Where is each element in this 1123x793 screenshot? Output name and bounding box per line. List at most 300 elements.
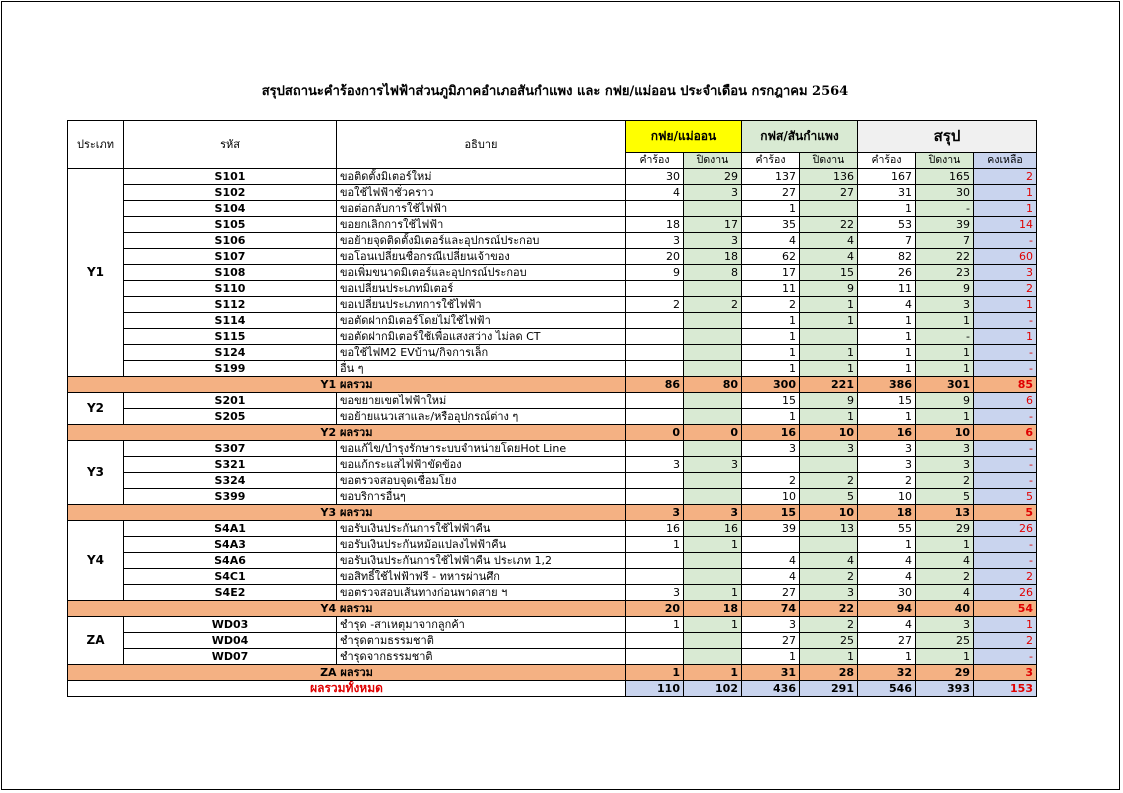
value-cell: 1 [800,297,858,313]
table-row [68,361,1037,377]
header-group-maeon: กฟย/แม่ออน [626,121,742,153]
code-cell: S199 [124,361,337,377]
value-cell: 4 [800,233,858,249]
code-cell: S324 [124,473,337,489]
value-cell [684,489,742,505]
value-cell: 1 [974,329,1037,345]
value-cell: 2 [742,473,800,489]
value-cell: 1 [916,361,974,377]
value-cell: 1 [916,409,974,425]
subheader-request: คำร้อง [742,153,800,169]
code-cell: WD03 [124,617,337,633]
value-cell: 31 [858,185,916,201]
value-cell: 3 [916,457,974,473]
subtotal-value: 74 [742,601,800,617]
value-cell [800,457,858,473]
value-cell [626,201,684,217]
code-cell: S4C1 [124,569,337,585]
value-cell: 27 [800,185,858,201]
value-cell: 2 [916,569,974,585]
description-cell: ขอรับเงินประกันการใช้ไฟฟ้าคืน ประเภท 1,2 [337,553,626,569]
value-cell: 15 [858,393,916,409]
table-row [68,313,1037,329]
table-row [68,441,1037,457]
code-cell: S4A6 [124,553,337,569]
value-cell: 3 [684,185,742,201]
value-cell: 3 [858,441,916,457]
value-cell: 1 [684,617,742,633]
value-cell: 15 [742,393,800,409]
description-cell: ขอต่อกลับการใช้ไฟฟ้า [337,201,626,217]
value-cell: 20 [626,249,684,265]
value-cell: 2 [626,297,684,313]
value-cell: 167 [858,169,916,185]
value-cell: 3 [684,457,742,473]
value-cell: - [974,649,1037,665]
value-cell: 25 [916,633,974,649]
code-cell: S101 [124,169,337,185]
description-cell: ขอตัดฝากมิเตอร์โดยไม่ใช้ไฟฟ้า [337,313,626,329]
table-row [68,585,1037,601]
value-cell: 1 [800,649,858,665]
code-cell: S108 [124,265,337,281]
value-cell: 7 [916,233,974,249]
subtotal-value: 20 [626,601,684,617]
value-cell: 30 [916,185,974,201]
subtotal-value: 18 [858,505,916,521]
subheader-remaining: คงเหลือ [974,153,1037,169]
value-cell: 2 [974,281,1037,297]
description-cell: ขอเปลี่ยนประเภทมิเตอร์ [337,281,626,297]
value-cell: 1 [800,345,858,361]
description-cell: ขอใช้ไฟฟ้าชั่วคราว [337,185,626,201]
value-cell [626,489,684,505]
value-cell [626,329,684,345]
value-cell: 13 [800,521,858,537]
subtotal-value: 386 [858,377,916,393]
grand-total-value: 102 [684,681,742,697]
table-row [68,473,1037,489]
subtotal-label: Y3 ผลรวม [68,505,626,521]
description-cell: ขอตัดฝากมิเตอร์ใช้เพื่อแสงสว่าง ไม่ลด CT [337,329,626,345]
value-cell: 39 [742,521,800,537]
value-cell: - [916,329,974,345]
description-cell: ขอสิทธิ์ใช้ไฟฟ้าฟรี - ทหารผ่านศึก [337,569,626,585]
value-cell [684,201,742,217]
value-cell: 26 [974,585,1037,601]
table-row [68,489,1037,505]
value-cell: 1 [626,617,684,633]
value-cell: 3 [916,617,974,633]
table-row [68,217,1037,233]
header-code: รหัส [124,121,337,169]
subtotal-value: 1 [684,665,742,681]
value-cell [626,409,684,425]
value-cell [626,553,684,569]
value-cell: 5 [974,489,1037,505]
value-cell [626,313,684,329]
code-cell: S4E2 [124,585,337,601]
value-cell: 3 [916,297,974,313]
subtotal-value: 16 [742,425,800,441]
value-cell [684,409,742,425]
subtotal-value: 32 [858,665,916,681]
value-cell: 2 [974,169,1037,185]
category-cell: Y2 [68,393,124,425]
grand-total-value: 153 [974,681,1037,697]
subtotal-row [68,377,1037,393]
value-cell: 136 [800,169,858,185]
table-row [68,249,1037,265]
value-cell: 2 [858,473,916,489]
value-cell: 9 [626,265,684,281]
value-cell: 1 [974,617,1037,633]
value-cell: 1 [800,361,858,377]
table-row [68,457,1037,473]
value-cell: 16 [626,521,684,537]
value-cell: 17 [742,265,800,281]
code-cell: S201 [124,393,337,409]
value-cell: 3 [800,585,858,601]
value-cell: 1 [742,649,800,665]
value-cell: 137 [742,169,800,185]
code-cell: S114 [124,313,337,329]
value-cell: 2 [742,297,800,313]
value-cell: 18 [626,217,684,233]
table-row [68,409,1037,425]
value-cell: 3 [742,441,800,457]
value-cell: 4 [742,553,800,569]
value-cell: 2 [974,569,1037,585]
value-cell [684,473,742,489]
code-cell: S107 [124,249,337,265]
subtotal-row [68,601,1037,617]
value-cell: - [974,457,1037,473]
value-cell [626,281,684,297]
value-cell: 4 [800,553,858,569]
table-row [68,553,1037,569]
value-cell: 1 [742,329,800,345]
value-cell [684,281,742,297]
subtotal-value: 85 [974,377,1037,393]
value-cell: 1 [916,345,974,361]
value-cell [800,329,858,345]
grand-total-value: 291 [800,681,858,697]
header-group-summary: สรุป [858,121,1037,153]
code-cell: S205 [124,409,337,425]
value-cell: 1 [858,409,916,425]
category-cell: Y3 [68,441,124,505]
value-cell: 1 [742,361,800,377]
value-cell: 1 [974,297,1037,313]
category-cell: Y1 [68,169,124,377]
value-cell: 60 [974,249,1037,265]
value-cell: 1 [742,313,800,329]
description-cell: ขอเปลี่ยนประเภทการใช้ไฟฟ้า [337,297,626,313]
value-cell: 3 [800,441,858,457]
code-cell: S106 [124,233,337,249]
grand-total-value: 110 [626,681,684,697]
value-cell: 7 [858,233,916,249]
value-cell: - [974,345,1037,361]
table-row [68,569,1037,585]
table-row [68,521,1037,537]
value-cell: 22 [800,217,858,233]
subtotal-label: Y1 ผลรวม [68,377,626,393]
subtotal-value: 16 [858,425,916,441]
value-cell: 3 [742,617,800,633]
subtotal-value: 10 [800,505,858,521]
table-row [68,345,1037,361]
subtotal-value: 54 [974,601,1037,617]
description-cell: ขอย้ายแนวเสาและ/หรืออุปกรณ์ต่าง ๆ [337,409,626,425]
value-cell [684,649,742,665]
table-row [68,297,1037,313]
code-cell: WD04 [124,633,337,649]
subtotal-value: 3 [974,665,1037,681]
value-cell: 5 [800,489,858,505]
value-cell: 1 [742,409,800,425]
value-cell: 1 [916,313,974,329]
value-cell: 4 [626,185,684,201]
value-cell [684,361,742,377]
subtotal-row [68,505,1037,521]
value-cell: 8 [684,265,742,281]
table-row [68,329,1037,345]
description-cell: ขอยกเลิกการใช้ไฟฟ้า [337,217,626,233]
subtotal-value: 0 [626,425,684,441]
value-cell: 2 [800,473,858,489]
description-cell: ขอแก้ไข/บำรุงรักษาระบบจำหน่ายโดยHot Line [337,441,626,457]
value-cell: 3 [974,265,1037,281]
value-cell: 2 [800,569,858,585]
table-row [68,265,1037,281]
value-cell [626,345,684,361]
subtotal-label: Y4 ผลรวม [68,601,626,617]
value-cell: 30 [626,169,684,185]
subtotal-row [68,665,1037,681]
code-cell: S104 [124,201,337,217]
subtotal-label: Y2 ผลรวม [68,425,626,441]
value-cell: 1 [800,313,858,329]
value-cell: 165 [916,169,974,185]
value-cell: 29 [684,169,742,185]
description-cell: ชำรุดตามธรรมชาติ [337,633,626,649]
subtotal-value: 15 [742,505,800,521]
subtotal-value: 28 [800,665,858,681]
value-cell [684,441,742,457]
value-cell: 4 [916,585,974,601]
value-cell: 3 [858,457,916,473]
code-cell: S4A1 [124,521,337,537]
code-cell: S399 [124,489,337,505]
value-cell: - [974,537,1037,553]
grand-total-value: 546 [858,681,916,697]
value-cell: 1 [858,345,916,361]
code-cell: S112 [124,297,337,313]
value-cell: 15 [800,265,858,281]
value-cell: 1 [800,409,858,425]
table-row [68,537,1037,553]
value-cell: 11 [742,281,800,297]
value-cell: 9 [800,281,858,297]
table-row [68,169,1037,185]
subheader-closed: ปิดงาน [684,153,742,169]
code-cell: S102 [124,185,337,201]
value-cell: 14 [974,217,1037,233]
subtotal-value: 10 [800,425,858,441]
value-cell: 1 [742,201,800,217]
value-cell: 39 [916,217,974,233]
value-cell: 2 [916,473,974,489]
value-cell: - [916,201,974,217]
description-cell: ขอแก้กระแสไฟฟ้าขัดข้อง [337,457,626,473]
code-cell: S307 [124,441,337,457]
subtotal-label: ZA ผลรวม [68,665,626,681]
value-cell: 55 [858,521,916,537]
table-row [68,393,1037,409]
subtotal-value: 10 [916,425,974,441]
description-cell: ขอย้ายจุดติดตั้งมิเตอร์และอุปกรณ์ประกอบ [337,233,626,249]
table-row [68,617,1037,633]
value-cell: 27 [858,633,916,649]
value-cell: 1 [858,201,916,217]
value-cell: 4 [858,553,916,569]
value-cell: 1 [684,585,742,601]
subtotal-value: 18 [684,601,742,617]
value-cell: 23 [916,265,974,281]
value-cell: 3 [684,233,742,249]
value-cell: 17 [684,217,742,233]
value-cell: 4 [800,249,858,265]
value-cell: 2 [974,633,1037,649]
value-cell [742,537,800,553]
grand-total-row [68,681,1037,697]
subtotal-value: 80 [684,377,742,393]
value-cell: 1 [742,345,800,361]
value-cell: 25 [800,633,858,649]
value-cell: 26 [974,521,1037,537]
subtotal-value: 13 [916,505,974,521]
value-cell: 62 [742,249,800,265]
subtotal-value: 5 [974,505,1037,521]
description-cell: ขอรับเงินประกันหม้อแปลงไฟฟ้าคืน [337,537,626,553]
subheader-request: คำร้อง [858,153,916,169]
value-cell [684,569,742,585]
value-cell: 1 [858,329,916,345]
subtotal-value: 29 [916,665,974,681]
value-cell: 3 [916,441,974,457]
subtotal-value: 3 [626,505,684,521]
value-cell [626,569,684,585]
table-row [68,649,1037,665]
subtotal-value: 221 [800,377,858,393]
value-cell: - [974,409,1037,425]
value-cell: 10 [742,489,800,505]
description-cell: ขอเพิ่มขนาดมิเตอร์และอุปกรณ์ประกอบ [337,265,626,281]
value-cell [626,441,684,457]
subtotal-value: 40 [916,601,974,617]
value-cell [742,457,800,473]
value-cell: 1 [858,537,916,553]
value-cell: 1 [626,537,684,553]
description-cell: ขอบริการอื่นๆ [337,489,626,505]
value-cell: 6 [974,393,1037,409]
value-cell [800,537,858,553]
subtotal-value: 3 [684,505,742,521]
table-row [68,233,1037,249]
value-cell [684,553,742,569]
subheader-request: คำร้อง [626,153,684,169]
value-cell: - [974,233,1037,249]
table-row [68,281,1037,297]
value-cell: 3 [626,233,684,249]
code-cell: S115 [124,329,337,345]
table-row [68,633,1037,649]
value-cell: 5 [916,489,974,505]
code-cell: S105 [124,217,337,233]
subheader-closed: ปิดงาน [800,153,858,169]
grand-total-value: 393 [916,681,974,697]
value-cell: 18 [684,249,742,265]
value-cell: 4 [916,553,974,569]
description-cell: อื่น ๆ [337,361,626,377]
description-cell: ขอรับเงินประกันการใช้ไฟฟ้าคืน [337,521,626,537]
value-cell: 9 [916,281,974,297]
category-cell: Y4 [68,521,124,601]
value-cell [626,393,684,409]
category-cell: ZA [68,617,124,665]
header-type: ประเภท [68,121,124,169]
description-cell: ขอตรวจสอบจุดเชื่อมโยง [337,473,626,489]
code-cell: S124 [124,345,337,361]
subtotal-value: 6 [974,425,1037,441]
value-cell: 3 [626,585,684,601]
value-cell: - [974,553,1037,569]
value-cell: - [974,441,1037,457]
value-cell: 27 [742,585,800,601]
description-cell: ขอติดตั้งมิเตอร์ใหม่ [337,169,626,185]
subtotal-value: 94 [858,601,916,617]
value-cell: 9 [800,393,858,409]
description-cell: ขอโอนเปลี่ยนชื่อกรณีเปลี่ยนเจ้าของ [337,249,626,265]
value-cell: 4 [742,233,800,249]
description-cell: ขอตรวจสอบเส้นทางก่อนพาดสาย ฯ [337,585,626,601]
value-cell: 4 [742,569,800,585]
description-cell: ขอขยายเขตไฟฟ้าใหม่ [337,393,626,409]
value-cell: 1 [916,649,974,665]
description-cell: ขอใช้ไฟM2 EVบ้าน/กิจการเล็ก [337,345,626,361]
grand-total-value: 436 [742,681,800,697]
value-cell: 3 [626,457,684,473]
table-row [68,185,1037,201]
value-cell: 82 [858,249,916,265]
value-cell: 2 [800,617,858,633]
subtotal-value: 301 [916,377,974,393]
value-cell: 10 [858,489,916,505]
value-cell [684,329,742,345]
value-cell: 27 [742,185,800,201]
grand-total-label: ผลรวมทั้งหมด [68,681,626,697]
subheader-closed: ปิดงาน [916,153,974,169]
value-cell: 1 [974,185,1037,201]
value-cell [626,649,684,665]
subtotal-value: 0 [684,425,742,441]
header-group-sankamphaeng: กฟส/สันกำแพง [742,121,858,153]
description-cell: ชำรุดจากธรรมชาติ [337,649,626,665]
value-cell [684,345,742,361]
subtotal-row [68,425,1037,441]
